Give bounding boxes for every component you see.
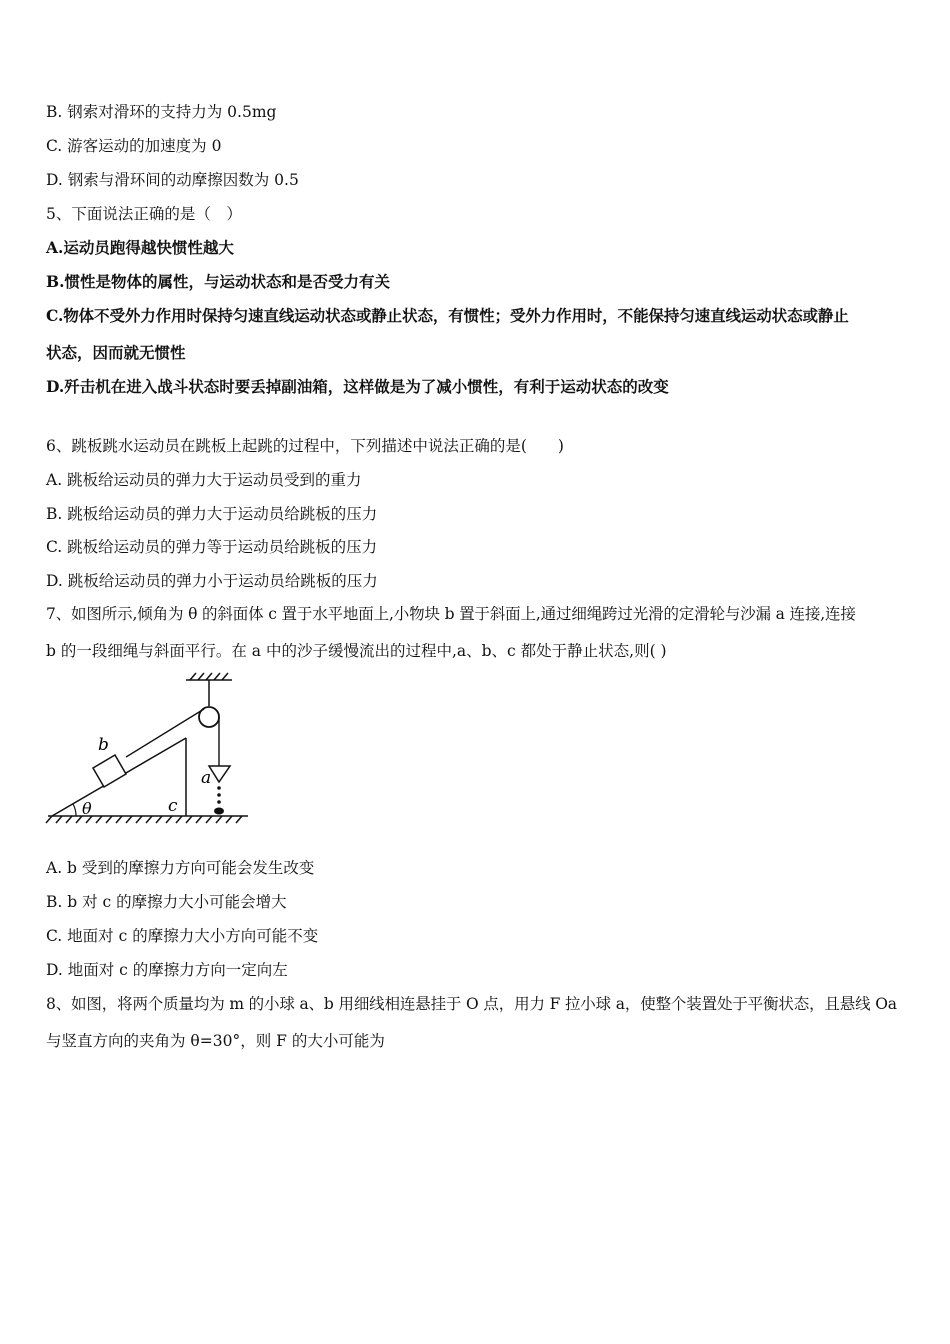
angle-arc [73, 804, 76, 816]
q4-option-b: B. 钢索对滑环的支持力为 0.5mg [46, 103, 277, 121]
q6-option-b: B. 跳板给运动员的弹力大于运动员给跳板的压力 [46, 505, 378, 523]
q4-option-d: D. 钢索与滑环间的动摩擦因数为 0.5 [46, 171, 299, 189]
q5-option-c-line2: 状态，因而就无惯性 [46, 343, 186, 362]
q6-option-c: C. 跳板给运动员的弹力等于运动员给跳板的压力 [46, 538, 378, 556]
q5-option-b: B.惯性是物体的属性，与运动状态和是否受力有关 [46, 272, 390, 291]
label-b: b [98, 735, 109, 755]
q5-option-d: D.歼击机在进入战斗状态时要丢掉副油箱，这样做是为了减小惯性，有利于运动状态的改变 [46, 377, 669, 396]
q5-option-a: A.运动员跑得越快惯性越大 [46, 238, 234, 257]
q6-option-a: A. 跳板给运动员的弹力大于运动员受到的重力 [46, 471, 362, 489]
q7-option-d: D. 地面对 c 的摩擦力方向一定向左 [46, 961, 288, 979]
q7-option-a: A. b 受到的摩擦力方向可能会发生改变 [46, 859, 315, 877]
label-a: a [201, 768, 212, 788]
block-b [93, 755, 126, 787]
q7-option-c: C. 地面对 c 的摩擦力大小方向可能不变 [46, 927, 319, 945]
q7-figure [44, 670, 254, 832]
q7-option-b: B. b 对 c 的摩擦力大小可能会增大 [46, 893, 287, 911]
q6-stem: 6、跳板跳水运动员在跳板上起跳的过程中，下列描述中说法正确的是( ) [46, 437, 564, 455]
q5-option-c-line1: C.物体不受外力作用时保持匀速直线运动状态或静止状态，有惯性；受外力作用时，不能保持匀速直线运动状态或静止 [46, 306, 849, 325]
q8-stem-line2: 与竖直方向的夹角为 θ=30°，则 F 的大小可能为 [46, 1032, 385, 1050]
hourglass-a [209, 766, 230, 782]
q7-stem-line1: 7、如图所示,倾角为 θ 的斜面体 c 置于水平地面上,小物块 b 置于斜面上,通过细绳跨过光滑的定滑轮与沙漏 a 连接,连接 [46, 605, 856, 623]
ceiling-support [186, 673, 232, 706]
q4-option-c: C. 游客运动的加速度为 0 [46, 137, 222, 155]
label-c: c [168, 796, 178, 816]
q8-stem-line1: 8、如图，将两个质量均为 m 的小球 a、b 用细线相连悬挂于 O 点，用力 F 拉小球 a，使整个装置处于平衡状态，且悬线 Oa [46, 995, 897, 1013]
q7-stem-line2: b 的一段细绳与斜面平行。在 a 中的沙子缓慢流出的过程中,a、b、c 都处于静止状态,则( ) [46, 642, 667, 660]
ground [46, 816, 248, 823]
sand-dots [214, 786, 224, 814]
label-theta: θ [82, 799, 92, 818]
q5-stem: 5、下面说法正确的是（ ） [46, 205, 242, 223]
q6-option-d: D. 跳板给运动员的弹力小于运动员给跳板的压力 [46, 572, 378, 590]
